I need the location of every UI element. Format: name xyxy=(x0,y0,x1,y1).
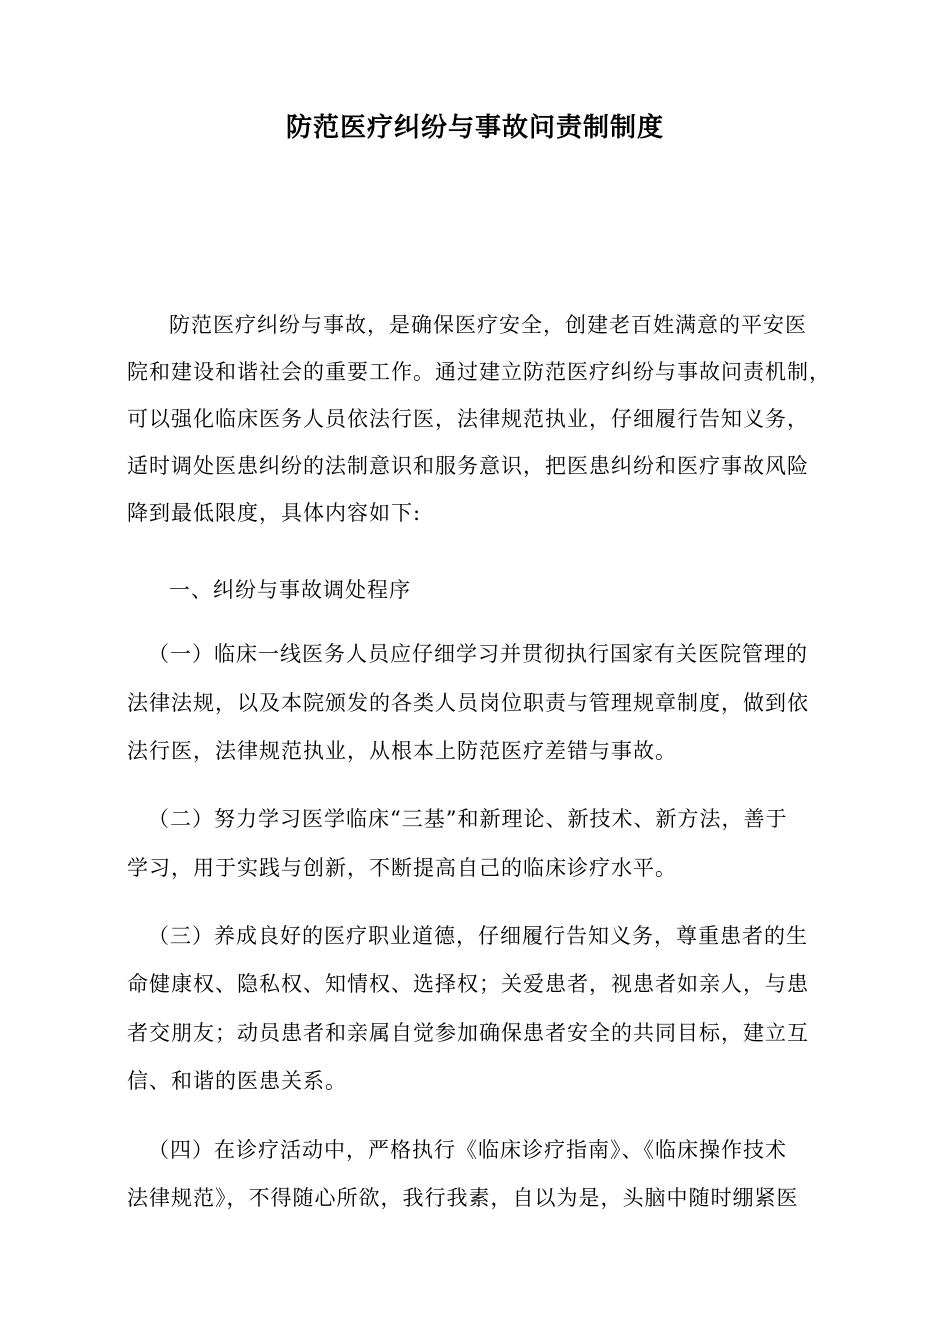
intro-line: 适时调处医患纠纷的法制意识和服务意识，把医患纠纷和医疗事故风险 xyxy=(127,454,809,478)
paragraph-line: 命健康权、隐私权、知情权、选择权；关爱患者，视患者如亲人，与患 xyxy=(127,972,809,996)
paragraph-line: （四）在诊疗活动中，严格执行《临床诊疗指南》、《临床操作技术 xyxy=(148,1138,787,1162)
paragraph-line: 学习，用于实践与创新，不断提高自己的临床诊疗水平。 xyxy=(127,856,677,880)
intro-line: 防范医疗纠纷与事故，是确保医疗安全，创建老百姓满意的平安医 xyxy=(169,313,807,337)
paragraph-line: （三）养成良好的医疗职业道德，仔细履行告知义务，尊重患者的生 xyxy=(148,924,808,948)
document-title: 防范医疗纠纷与事故问责制制度 xyxy=(285,113,664,143)
intro-line: 院和建设和谐社会的重要工作。通过建立防范医疗纠纷与事故问责机制， xyxy=(127,360,831,384)
intro-line: 降到最低限度，具体内容如下: xyxy=(127,501,422,525)
paragraph-line: 者交朋友；动员患者和亲属自觉参加确保患者安全的共同目标，建立互 xyxy=(127,1021,809,1045)
paragraph-line: （一）临床一线医务人员应仔细学习并贯彻执行国家有关医院管理的 xyxy=(148,642,808,666)
paragraph-line: 法律法规，以及本院颁发的各类人员岗位职责与管理规章制度，做到依 xyxy=(127,691,809,715)
paragraph-line: （二）努力学习医学临床“三基”和新理论、新技术、新方法，善于 xyxy=(148,807,788,831)
paragraph-line: 法律规范》，不得随心所欲，我行我素，自以为是，头脑中随时绷紧医 xyxy=(127,1186,799,1210)
intro-line: 可以强化临床医务人员依法行医，法律规范执业，仔细履行告知义务， xyxy=(127,407,809,431)
paragraph-line: 信、和谐的医患关系。 xyxy=(127,1069,347,1093)
section-heading: 一、纠纷与事故调处程序 xyxy=(169,578,411,602)
paragraph-line: 法行医，法律规范执业，从根本上防范医疗差错与事故。 xyxy=(127,739,677,763)
